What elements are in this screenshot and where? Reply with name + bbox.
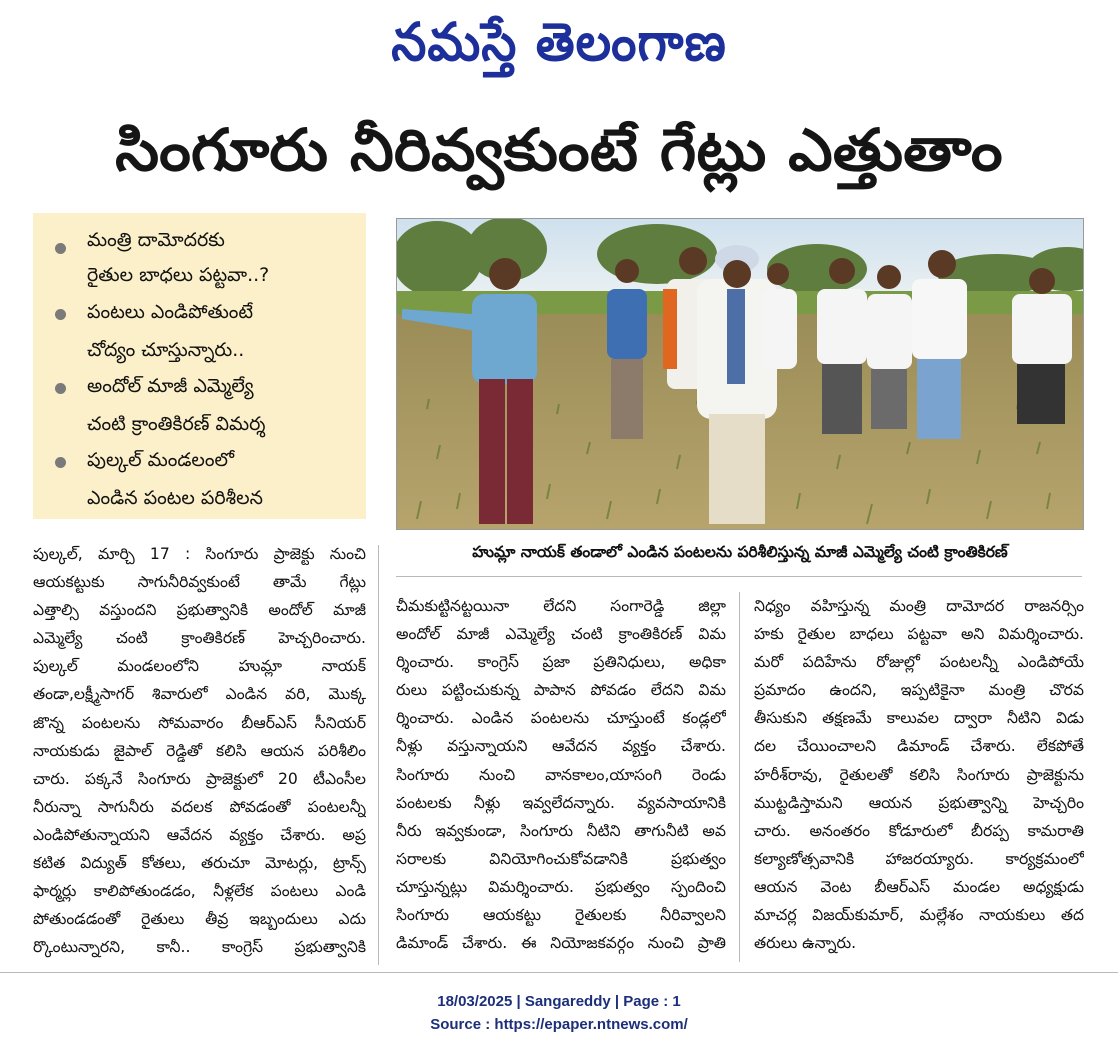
footer-date-line: 18/03/2025 | Sangareddy | Page : 1 <box>437 993 681 1010</box>
article-line: సింగూరు ఆయకట్టు రైతులకు నీరివ్వాలని <box>396 906 726 925</box>
article-line: పోతుండడంతో రైతులు తీవ్ర ఇబ్బందులు ఎదు <box>33 910 366 929</box>
article-line: ర్కొంటున్నారని, కానీ.. కాంగ్రెస్ ప్రభుత్వానికి <box>33 938 366 957</box>
highlight-line: ఎండిన పంటల పరిశీలన <box>87 487 263 509</box>
article-line: నీరు ఇవ్వకుండా, సింగూరు నీటిని తాగునీటి అవ <box>396 821 726 840</box>
news-photo <box>396 218 1084 530</box>
bullet-icon <box>55 457 66 468</box>
caption-divider <box>396 576 1082 577</box>
article-line: తీసుకుని తక్షణమే కాలువల ద్వారా నీటిని విడు <box>754 709 1084 728</box>
article-line: పంటలకు నీళ్లు ఇవ్వలేదన్నారు. వ్యవసాయానికి <box>396 793 726 812</box>
highlight-line: అందోల్ మాజీ ఎమ్మెల్యే <box>87 375 254 397</box>
article-line: కల్యాణోత్సవానికి హాజరయ్యారు. కార్యక్రమంలో <box>754 849 1084 868</box>
article-line: దల చేయించాలని డిమాండ్ చేశారు. లేకపోతే <box>754 737 1084 756</box>
highlight-line: పంటలు ఎండిపోతుంటే <box>87 301 254 323</box>
highlight-line: మంత్రి దామోదరకు <box>87 229 225 251</box>
bullet-icon <box>55 243 66 254</box>
masthead-title: నమస్తే తెలంగాణ <box>391 11 727 73</box>
article-line: ర్శించారు. కాంగ్రెస్ ప్రజా ప్రతినిధులు, అధికా <box>396 653 726 672</box>
article-line: డిమాండ్ చేశారు. ఈ నియోజకవర్గం నుంచి ప్రాతి <box>396 934 726 953</box>
bullet-icon <box>55 383 66 394</box>
article-line: ప్రమాదం ఉందని, ఇప్పటికైనా మంత్రి చొరవ <box>754 681 1084 700</box>
article-column-3 <box>754 592 1084 957</box>
article-column-2 <box>396 592 726 957</box>
column-divider <box>378 545 379 965</box>
article-line: చారు. అనంతరం కోడూరులో బీరప్ప కామరాతి <box>754 821 1084 840</box>
article-line: పుల్కల్, మార్చి 17 : సింగూరు ప్రాజెక్టు నుంచి <box>33 545 366 563</box>
article-line: చూస్తున్నట్లు విమర్శించారు. ప్రభుత్వం స్పందించి <box>396 877 726 896</box>
article-line: ర్శించారు. ఎండిన పంటలను చూస్తుంటే కండ్లలో <box>396 709 726 728</box>
article-line: నిధ్యం వహిస్తున్న మంత్రి దామోదర రాజనర్సిం <box>754 597 1084 615</box>
bullet-icon <box>55 309 66 320</box>
article-line: మాచర్ల విజయ్‌కుమార్, మల్లేశం నాయకులు తద <box>754 906 1084 925</box>
highlight-line: పుల్కల్ మండలంలో <box>87 449 235 471</box>
article-line: హరీశ్‌రావు, రైతులతో కలిసి సింగూరు ప్రాజెక్టును <box>754 765 1084 784</box>
article-line: చీమకుట్టినట్టయినా లేదని సంగారెడ్డి జిల్లా <box>396 597 726 615</box>
field-photo-illustration <box>397 219 1084 530</box>
masthead <box>0 2 1118 82</box>
article-line: అందోల్ మాజీ ఎమ్మెల్యే చంటి క్రాంతికిరణ్ విమ <box>396 625 726 644</box>
article-column-1 <box>33 540 366 961</box>
headline-text: సింగూరు నీరివ్వకుంటే గేట్లు ఎత్తుతాం <box>115 116 1003 184</box>
article-line: ఫార్మర్లు కాలిపోతుండడం, నీళ్లలేక పంటలు ఎండి <box>33 882 366 901</box>
column-divider <box>739 592 740 962</box>
highlight-line: చోద్యం చూస్తున్నారు.. <box>87 339 245 361</box>
highlights-box <box>33 213 366 519</box>
article-line: హకు రైతుల బాధలు పట్టవా అని విమర్శించారు. <box>754 625 1084 644</box>
article-line: నీరున్నా సాగునీరు వదలక పోవడంతో పంటలన్నీ <box>33 797 366 816</box>
article-line: కటిత విద్యుత్ కోతలు, తరుచూ మోటర్లు, ట్రాన్స్ <box>33 854 366 873</box>
article-line: తరులు ఉన్నారు. <box>754 934 857 953</box>
article-line: చారు. పక్కనే సింగూరు ప్రాజెక్టులో 20 టీఎంసీల <box>33 769 366 788</box>
article-line: నీళ్లు వస్తున్నాయని ఆవేదన వ్యక్తం చేశారు. <box>396 737 726 756</box>
article-line: సింగూరు నుంచి వానకాలం,యాసంగి రెండు <box>396 765 726 784</box>
article-headline <box>0 100 1118 200</box>
article-line: ఎమ్మెల్యే చంటి క్రాంతికిరణ్ హెచ్చరించారు. <box>33 629 366 648</box>
photo-caption: హుమ్లా నాయక్ తండాలో ఎండిన పంటలను పరిశీలిస్తున్న మాజీ ఎమ్మెల్యే చంటి క్రాంతికిరణ్ <box>472 543 1008 561</box>
highlight-line: చంటి క్రాంతికిరణ్ విమర్శ <box>87 413 266 435</box>
article-line: సరాలకు వినియోగించుకోవడానికి ప్రభుత్వం <box>396 849 726 868</box>
article-line: ఎండిపోతున్నాయని ఆవేదన వ్యక్తం చేశారు. అప్ర <box>33 825 366 844</box>
article-line: ఎత్తాల్సి వస్తుందని ప్రభుత్వానికి అందోల్ మాజీ <box>33 601 366 620</box>
article-line: మరో పదిహేను రోజుల్లో పంటలన్నీ ఎండిపోయే <box>754 653 1084 672</box>
highlight-line: రైతుల బాధలు పట్టవా..? <box>87 264 270 286</box>
article-line: రులు పట్టించుకున్న పాపాన పోవడం లేదని విమ <box>396 681 726 700</box>
footer-source-line[interactable]: Source : https://epaper.ntnews.com/ <box>430 1016 688 1033</box>
article-line: తండా,లక్ష్మీసాగర్ శివారులో ఎండిన వరి, మొక్క <box>33 685 366 704</box>
article-line: జొన్న పంటలను సోమవారం బీఆర్ఎస్ సీనియర్ <box>33 713 366 732</box>
article-line: ముట్టడిస్తామని ఆయన ప్రభుత్వాన్ని హెచ్చరిం <box>754 793 1084 812</box>
article-line: పుల్కల్ మండలంలోని హుమ్లా నాయక్ <box>33 657 366 676</box>
article-line: నాయకుడు జైపాల్ రెడ్డితో కలిసి ఆయన పరిశీలిం <box>33 741 366 760</box>
article-line: ఆయకట్టుకు సాగునీరివ్వకుంటే తామే గేట్లు <box>33 573 366 592</box>
footer-divider <box>0 972 1118 973</box>
article-line: ఆయన వెంట బీఆర్ఎస్ మండల అధ్యక్షుడు <box>754 877 1084 896</box>
